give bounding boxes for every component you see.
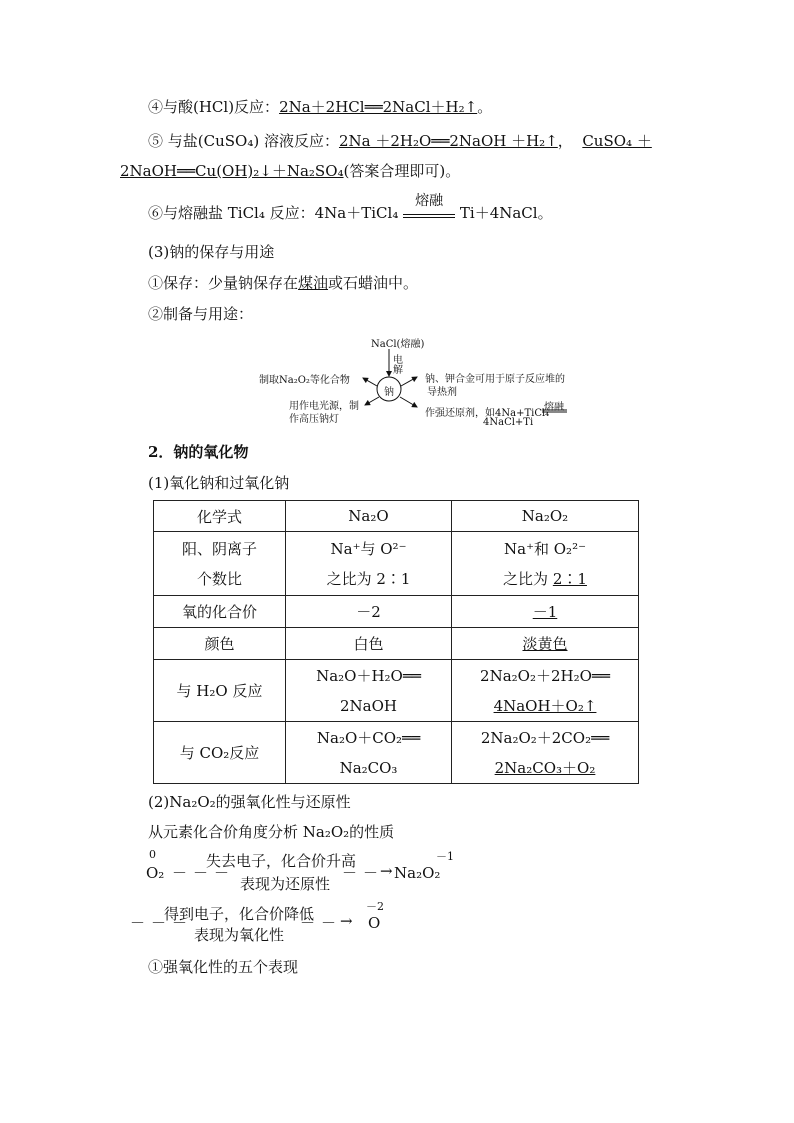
reaction-5-equation-1: 2Na ＋2H₂O══2NaOH ＋H₂↑ [338,132,558,150]
table-ratio-na2o2 [452,532,639,596]
storage-item-1-kerosene: 煤油 [298,274,329,292]
co2-na2o2-1: 2Na₂O₂＋2CO₂══ [480,728,610,747]
table-ratio-label [154,532,286,596]
table-valence-label: 氧的化合价 [154,596,286,628]
diagram-right-1: 钠、钾合金可用于原子反应堆的 [425,374,565,385]
reaction-4 [148,96,492,117]
ratio-na2o2-2a: 之比为 [503,569,549,588]
na2o2-valence: －1 [436,850,454,863]
reaction-5-note: (答案合理即可)。 [343,162,461,180]
diagram-nacl: NaCl(熔融) [371,339,425,350]
ratio-na2o2-1: Na⁺和 O₂²⁻ [504,539,586,558]
table-row [154,501,639,532]
diagram-sodium: 钠 [384,387,394,398]
ratio-na2o2-2 [452,564,638,594]
table-co2-na2o [286,722,452,784]
table-valence-na2o: －2 [286,596,452,628]
five-manifestations: ①强氧化性的五个表现 [148,958,299,976]
table-row [154,532,639,596]
table-row [154,660,639,722]
reaction-6-condition-group [403,193,455,218]
h2o-na2o2-2: 4NaOH＋O₂↑ [493,696,597,715]
table-color-na2o2 [452,628,639,660]
diagram-bottom-left-1: 用作电光源，制 [289,401,359,412]
diagram-bottom-right-1: 作强还原剂，如4Na+TiCl₄ [425,408,550,419]
color-na2o2-value: 淡黄色 [522,635,568,653]
diagram-left: 制取Na₂O₂等化合物 [259,375,350,386]
dash-line-2b: －－ [300,914,343,932]
gain-electrons-bottom: 表现为氧化性 [194,926,285,944]
section-2-heading: 2．钠的氧化物 [148,443,249,461]
reaction-4-equation: 2Na＋2HCl══2NaCl＋H₂↑ [279,98,478,116]
ratio-na2o-2: 之比为 2∶1 [326,569,411,588]
oxides-table [153,500,639,784]
storage-item-1-post: 或石蜡油中。 [328,274,419,292]
gain-electrons-top: 得到电子，化合价降低 [164,905,315,923]
arrow-2: → [340,912,353,930]
diagram-electrolysis-2: 解 [393,365,403,376]
reaction-4-end: 。 [477,98,493,116]
reaction-4-label: ④与酸(HCl)反应： [148,98,280,116]
dash-line-2a: －－－ [130,914,194,932]
diagram-bottom-left-2: 作高压钠灯 [289,414,339,425]
o2-formula: O₂ [146,864,165,882]
o2-valence: 0 [149,848,156,861]
h2o-na2o-1: Na₂O＋H₂O══ [316,666,421,685]
ratio-na2o-1: Na⁺与 O²⁻ [330,539,407,558]
table-row [154,596,639,628]
na2o2-formula: Na₂O₂ [394,864,441,882]
table-row [154,722,639,784]
dash-line-1b: －－ [342,864,385,882]
table-header-na2o2: Na₂O₂ [452,501,639,532]
ratio-label-2: 个数比 [196,569,242,588]
lose-electrons-bottom: 表现为还原性 [240,875,331,893]
co2-na2o-1: Na₂O＋CO₂══ [316,728,421,747]
analysis-line: 从元素化合价角度分析 Na₂O₂的性质 [148,823,395,841]
o-formula: O [368,914,381,932]
table-header-formula: 化学式 [154,501,286,532]
ratio-na2o2-2b: 2∶1 [552,569,587,588]
reaction-6-condition: 熔融 [415,193,444,209]
diagram-electrolysis-1: 电 [393,355,403,366]
valence-na2o2-value: －1 [532,603,558,621]
storage-item-1 [148,272,418,293]
diagram-bottom-right-cond: 熔融 [544,402,564,413]
table-co2-na2o2 [452,722,639,784]
reaction-6-label: ⑥与熔融盐 TiCl₄ 反应：4Na＋TiCl₄ [148,204,399,222]
h2o-na2o-2: 2NaOH [340,696,397,715]
table-h2o-na2o2 [452,660,639,722]
table-color-na2o: 白色 [286,628,452,660]
section-2-sub-1: (1)氧化钠和过氧化钠 [148,474,290,492]
table-header-na2o: Na₂O [286,501,452,532]
co2-na2o2-2: 2Na₂CO₃＋O₂ [494,758,596,777]
arrow-1: → [380,862,393,880]
co2-na2o-2: Na₂CO₃ [339,758,398,777]
reaction-6-equals-sign [403,214,455,218]
reaction-5-equation-2b: 2NaOH══Cu(OH)₂↓＋Na₂SO₄ [120,162,344,180]
reaction-5-label: ⑤ 与盐(CuSO₄) 溶液反应： [148,132,339,150]
o-valence: －2 [366,900,384,913]
diagram-right-2: 导热剂 [427,387,457,398]
storage-heading: (3)钠的保存与用途 [148,243,275,261]
dash-line-1a: －－－ [172,864,236,882]
reaction-5-cont [120,160,460,181]
reaction-6 [148,193,553,223]
h2o-na2o2-1: 2Na₂O₂＋2H₂O══ [480,666,610,685]
table-ratio-na2o [286,532,452,596]
lose-electrons-top: 失去电子，化合价升高 [206,852,357,870]
reaction-5-equation-2a: CuSO₄ ＋ [582,132,652,150]
table-h2o-na2o [286,660,452,722]
table-color-label: 颜色 [154,628,286,660]
section-2-sub-2: (2)Na₂O₂的强氧化性与还原性 [148,793,351,811]
reaction-5 [148,130,652,151]
table-h2o-label: 与 H₂O 反应 [154,660,286,722]
table-co2-label: 与 CO₂反应 [154,722,286,784]
table-valence-na2o2 [452,596,639,628]
reaction-6-rhs: Ti＋4NaCl。 [459,204,553,222]
storage-item-1-pre: ①保存：少量钠保存在 [148,274,299,292]
table-row [154,628,639,660]
ratio-label-1: 阳、阴离子 [181,539,257,558]
reaction-5-separator: ， [557,132,573,150]
storage-item-2: ②制备与用途： [148,305,254,323]
diagram-bottom-right-2: 4NaCl+Ti [483,417,534,428]
sodium-uses-diagram [255,333,575,433]
